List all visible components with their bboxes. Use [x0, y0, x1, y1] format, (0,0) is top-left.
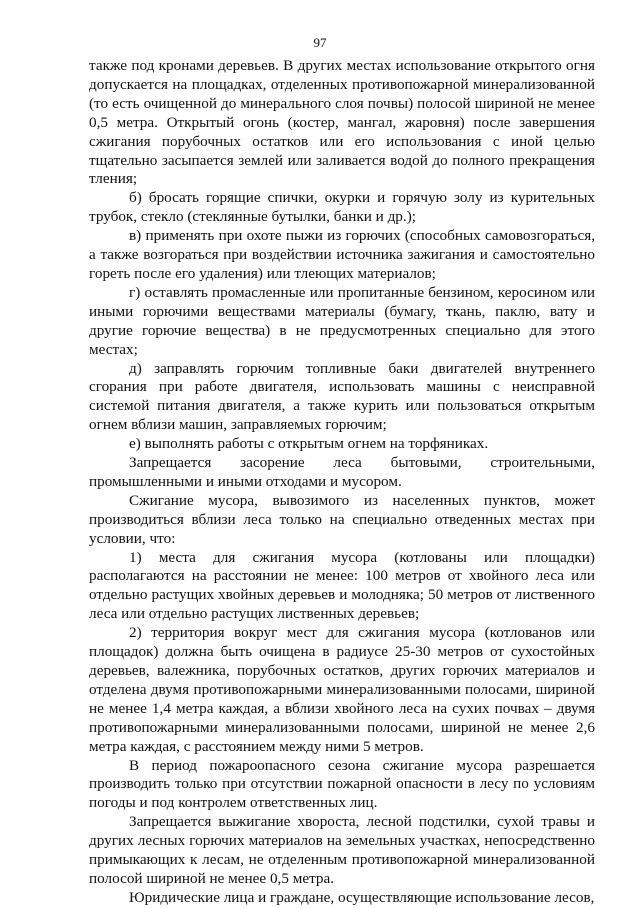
- page-number: 97: [313, 35, 327, 50]
- paragraph: Запрещается выжигание хвороста, лесной подстилки, сухой травы и других лесных горючих материалов на земельных участках, непосредственно примыкающих к лесам, не отделенным противопожарной минерализованной полосой шириной не менее 0,5 метра.: [89, 813, 595, 887]
- paragraph: В период пожароопасного сезона сжигание мусора разрешается производить только при отсутствии пожарной опасности в лесу по условиям погоды и под контролем ответственных лиц.: [89, 756, 595, 812]
- paragraph: Запрещается засорение леса бытовыми, строительными, промышленными и иными отходами и мусором.: [89, 454, 595, 490]
- body-text: [89, 57, 595, 908]
- paragraph: е) выполнять работы с открытым огнем на торфяниках.: [129, 435, 489, 453]
- paragraph: Сжигание мусора, вывозимого из населенных пунктов, может производиться вблизи леса только на специально отведенных местах при условии, что:: [89, 491, 595, 547]
- paragraph: б) бросать горящие спички, окурки и горячую золу из курительных трубок, стекло (стеклянные бутылки, банки и др.);: [89, 189, 595, 226]
- paragraph: Юридические лица и граждане, осуществляющие использование лесов,: [129, 888, 595, 906]
- paragraph: также под кронами деревьев. В других местах использование открытого огня допускается на площадках, отделенных противопожарной минерализованной (то есть очищенной до минерального слоя почвы) полосой шириной не менее 0,5 метра. Открытый огонь (костер, мангал, жаровня) после завершения сжигания порубочных остатков или его использования с иной целью тщательно засыпается землей или заливается водой до полного прекращения тления;: [89, 57, 595, 188]
- paragraph: 2) территория вокруг мест для сжигания мусора (котлованов или площадок) должна быть очищена в радиусе 25-30 метров от сухостойных деревьев, валежника, порубочных остатков, других горючих материалов и отделена двумя противопожарными минерализованными полосами, шириной не менее 1,4 метра каждая, а вблизи хвойного леса на сухих почвах – двумя противопожарными минерализованными полосами, шириной не менее 2,6 метра каждая, с расстоянием между ними 5 метров.: [89, 624, 595, 755]
- paragraph: г) оставлять промасленные или пропитанные бензином, керосином или иными горючими веществами материалы (бумагу, ткань, паклю, вату и другие горючие вещества) в не предусмотренных специально для этого местах;: [89, 283, 595, 358]
- paragraph: 1) места для сжигания мусора (котлованы или площадки) располагаются на расстоянии не менее: 100 метров от хвойного леса или отдельно растущих хвойных деревьев и молодняка; 50 метров от лиственного леса или отдельно растущих лиственных деревьев;: [89, 548, 595, 623]
- paragraph: в) применять при охоте пыжи из горючих (способных самовозгораться, а также возгораться при воздействии источника зажигания и самостоятельно гореть после его удаления) или тлеющих материалов;: [89, 227, 595, 282]
- paragraph: д) заправлять горючим топливные баки двигателей внутреннего сгорания при работе двигателя, использовать машины с неисправной системой питания двигателя, а также курить или пользоваться открытым огнем вблизи машин, заправляемых горючим;: [89, 359, 595, 434]
